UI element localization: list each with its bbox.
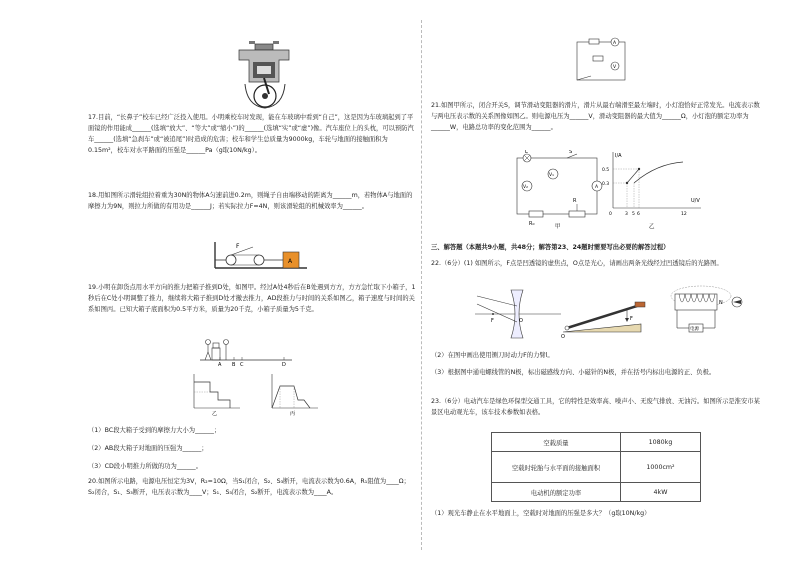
solenoid-figure — [657, 282, 749, 340]
table-cell: 1000cm² — [621, 452, 701, 483]
pulley-label-F: F — [236, 243, 240, 250]
velocity-time-graph — [264, 372, 320, 416]
svg-text:A: A — [613, 41, 617, 46]
ammeter-label: A — [595, 185, 599, 190]
question-17: 17.目前，“长鼻子”校车已经广泛投入使用。小明乘校车时发现，能在车玻璃中看到“自己”，这是因为车玻璃起到了平面镜的作用能成______(选填“放大”、“等大”或“缩小”)的______(选填“实”或“虚”)像。汽车座位上的头枕，可以预防汽车______(选填“急刹车”或“被追尾”)时造成的危害；校车和学生总质量为9000kg，车轮与地面的接触面积为0.15m²，校车对水平路面的压强是______Pa（g取10N/kg）。 — [88, 114, 414, 154]
table-cell: 1080kg — [621, 433, 701, 452]
axis-uv-label: U/V — [691, 198, 700, 204]
question-21: 21.如图甲所示，闭合开关S，调节滑动变阻器的滑片，滑片从最右端滑至最左端时，小灯泡恰好正常发光。电流表示数与两电压表示数的关系图像如图乙。则电源电压为______V，滑动变阻器的最大值为______Ω，小灯泡的额定功率为______W，电路总功率的变化范围为______。 — [431, 102, 760, 131]
lens-center-label: O — [519, 318, 523, 324]
lens-focus-label: F — [491, 318, 494, 324]
circuit-figure-q21 — [511, 150, 603, 230]
label-A: A — [218, 362, 222, 366]
concave-lens-figure — [471, 284, 563, 342]
svg-text:V: V — [613, 65, 617, 70]
push-box-figure — [200, 338, 292, 366]
table-cell: 空载时轮胎与水平面的接触面积 — [492, 452, 621, 483]
label-B: B — [232, 362, 236, 366]
question-19: 19.小明在卸货点用水平方向的推力把箱子推到D处，如图甲。经过A处4秒后在B处遇到方方，方方急忙取下小箱子，1秒后在C处小明调整了推力，继续将大箱子推到D处才撤去推力，AD段推力与时间的关系如图乙，箱子速度与时间的关系如图丙。已知大箱子底面积为0.5平方米，质量为20千克，小箱子质量为5千克。 — [88, 284, 416, 313]
rheostat-label: R — [573, 198, 577, 204]
column-divider — [421, 20, 422, 550]
tick-3: 3 — [625, 212, 628, 217]
switch-label: S — [569, 150, 573, 155]
label-D: D — [282, 362, 286, 366]
table-row — [492, 483, 701, 502]
pulley-label-A: A — [288, 258, 293, 265]
figure-jia-label: 甲 — [555, 224, 561, 230]
table-cell: 4kW — [621, 483, 701, 502]
question-18: 18.用如图所示滑轮组拉着重为30N的物体A匀速前进0.2m，则绳子自由端移动的距离为______m，若物体A与地面的摩擦力为9N，则拉力所做的有用功是______J；若实际拉力F=4N，则该滑轮组的机械效率为______。 — [88, 192, 413, 210]
question-22: 22.（6分）(1) 如图所示，F点是凹透镜的虚焦点，O点是光心，请画出两条光线经过凹透镜后的光路图。 — [431, 260, 723, 267]
v1-label: V₁ — [549, 173, 554, 178]
engine-cylinder-figure — [233, 40, 295, 110]
section-3-heading: 三、解答题（本题共9小题，共48分；解答第23、24题时需要写出必要的解答过程） — [431, 244, 670, 251]
vehicle-spec-table — [491, 432, 701, 502]
v2-label: V₂ — [523, 185, 528, 190]
axis-ia-label: I/A — [615, 153, 622, 159]
question-20: 20.如图所示电路，电源电压恒定为3V，R₂=10Ω，当S₁闭合，S₂、S₃断开，电流表示数为0.6A，R₁阻值为____Ω；S₂闭合，S₁、S₃断开，电压表示数为____V；S₁、S₃闭合，S₂断开，电流表示数为____A。 — [88, 478, 410, 496]
graph-yi-label: 乙 — [212, 411, 218, 416]
table-cell: 电动机的额定功率 — [492, 483, 621, 502]
figure-yi-label: 乙 — [649, 224, 655, 230]
tick-12: 12 — [681, 212, 687, 217]
table-row — [492, 452, 701, 483]
tick-6: 6 — [637, 212, 640, 217]
question-19-part2: （2）AB段大箱子对地面的压强为______； — [88, 445, 208, 452]
guillotine-pivot-label: O — [561, 334, 565, 340]
question-22-part2: （2）在图中画出使用铡刀时动力F的力臂l。 — [431, 352, 554, 359]
question-23-part1: （1）观光车静止在水平地面上，空载时对地面的压强是多大？（g取10N/kg） — [431, 510, 651, 517]
table-cell: 空载质量 — [492, 433, 621, 452]
graph-bing-label: 丙 — [290, 411, 296, 416]
circuit-figure-q20 — [571, 36, 631, 86]
tick-0: 0 — [609, 212, 612, 217]
question-23: 23.（6分）电动汽车是绿色环保型交通工具，它的特性是效率高、噪声小、无废气排放、无油污。如图所示是淮安市某景区电动观光车，该车技术参数如表格。 — [431, 398, 760, 416]
guillotine-force-label: F — [630, 316, 633, 322]
question-22-part3: （3）根据图中通电螺线管的N极，标出磁感线方向、小磁针的N极，并在括号内标出电源的正、负极。 — [431, 369, 716, 376]
table-row — [492, 433, 701, 452]
question-19-part1: （1）BC段大箱子受到的摩擦力大小为______； — [88, 427, 221, 434]
tick-5: 5 — [632, 212, 635, 217]
guillotine-figure — [559, 288, 651, 340]
question-19-part3: （3）CD段小明推力所做的功为______。 — [88, 463, 203, 470]
solenoid-n-label: N — [719, 300, 723, 306]
pulley-figure — [213, 240, 309, 274]
iu-graph-q21 — [601, 150, 705, 230]
power-source-label: 电源 — [690, 327, 699, 332]
tick-05: 0.5 — [602, 168, 610, 173]
lamp-label: L — [525, 150, 528, 155]
tick-03: 0.3 — [602, 182, 610, 187]
force-time-graph — [186, 372, 242, 416]
label-C: C — [240, 362, 244, 366]
r0-label: R₀ — [529, 221, 535, 227]
